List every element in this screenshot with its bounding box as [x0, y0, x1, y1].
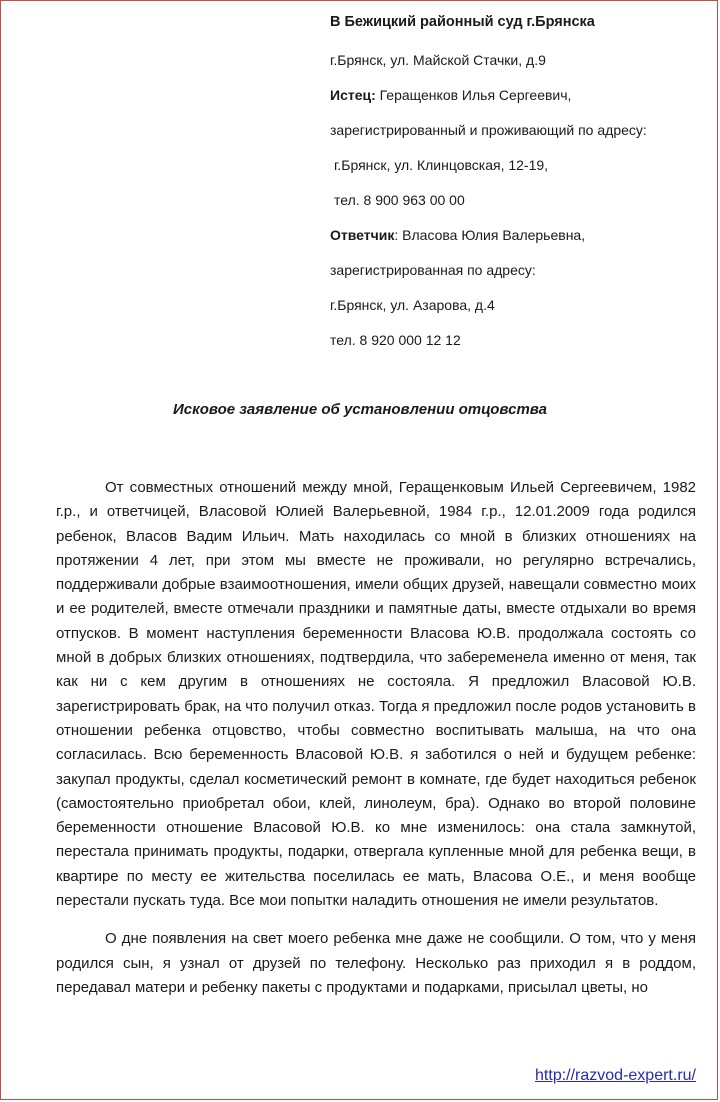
plaintiff-label: Истец:	[330, 87, 376, 103]
court-address: г.Брянск, ул. Майской Стачки, д.9	[330, 52, 546, 68]
defendant-phone: тел. 8 920 000 12 12	[330, 332, 461, 348]
court-name: В Бежицкий районный суд г.Брянска	[330, 14, 595, 30]
document-title: Исковое заявление об установлении отцовства	[173, 401, 547, 418]
plaintiff-address: г.Брянск, ул. Клинцовская, 12-19,	[334, 157, 549, 173]
paragraph-2: О дне появления на свет моего ребенка мне даже не сообщили. О том, что у меня родился сын, я узнал от друзей по телефону. Несколько раз приходил я в роддом, передавал матери и ребенку пакеты с продуктами и подарками, присылал цветы, но	[56, 930, 696, 996]
plaintiff-line	[330, 87, 571, 103]
paragraph-1: От совместных отношений между мной, Геращенковым Ильей Сергеевичем, 1982 г.р., и ответчицей, Власовой Юлией Валерьевной, 1984 г.р., 12.01.2009 года родился ребенок, Власов Вадим Ильич. Мать находилась со мной в близких отношениях на протяжении 4 лет, при этом мы вместе не проживали, но регулярно встречались, поддерживали добрые взаимоотношения, имели общих друзей, навещали совместно моих и ее родителей, вместе отмечали праздники и памятные даты, вместе отдыхали во время отпусков. В момент наступления беременности Власова Ю.В. продолжала состоять со мной в добрых близких отношениях, подтвердила, что забеременела именно от меня, так как ни с кем другим в отношениях не состояла. Я предложил Власовой Ю.В. зарегистрировать брак, на что получил отказ. Тогда я предложил после родов установить в отношении ребенка отцовство, чтобы совместно воспитывать малыша, на что она согласилась. Всю беременность Власовой Ю.В. я заботился о ней и будущем ребенке: закупал продукты, сделал косметический ремонт в комнате, где будет находиться ребенок (самостоятельно приобретал обои, клей, линолеум, бра). Однако во второй половине беременности отношение Власовой Ю.В. ко мне изменилось: она стала замкнутой, перестала принимать продукты, подарки, отвергала купленные мной для ребенка вещи, в квартире по месту ее жительства поселилась ее мать, Власова О.Е., и меня вообще перестали пускать туда. Все мои попытки наладить отношения не имели результатов.	[56, 479, 696, 910]
document-body	[56, 476, 696, 1000]
defendant-reg: зарегистрированная по адресу:	[330, 262, 536, 278]
defendant-line	[330, 227, 585, 243]
plaintiff-name: Геращенков Илья Сергеевич,	[375, 87, 572, 103]
defendant-address: г.Брянск, ул. Азарова, д.4	[330, 297, 495, 313]
defendant-label: Ответчик	[330, 227, 395, 243]
defendant-name: : Власова Юлия Валерьевна,	[394, 227, 586, 243]
footer-link[interactable]: http://razvod-expert.ru/	[535, 1067, 696, 1084]
plaintiff-reg: зарегистрированный и проживающий по адресу:	[330, 122, 647, 138]
plaintiff-phone: тел. 8 900 963 00 00	[334, 192, 465, 208]
